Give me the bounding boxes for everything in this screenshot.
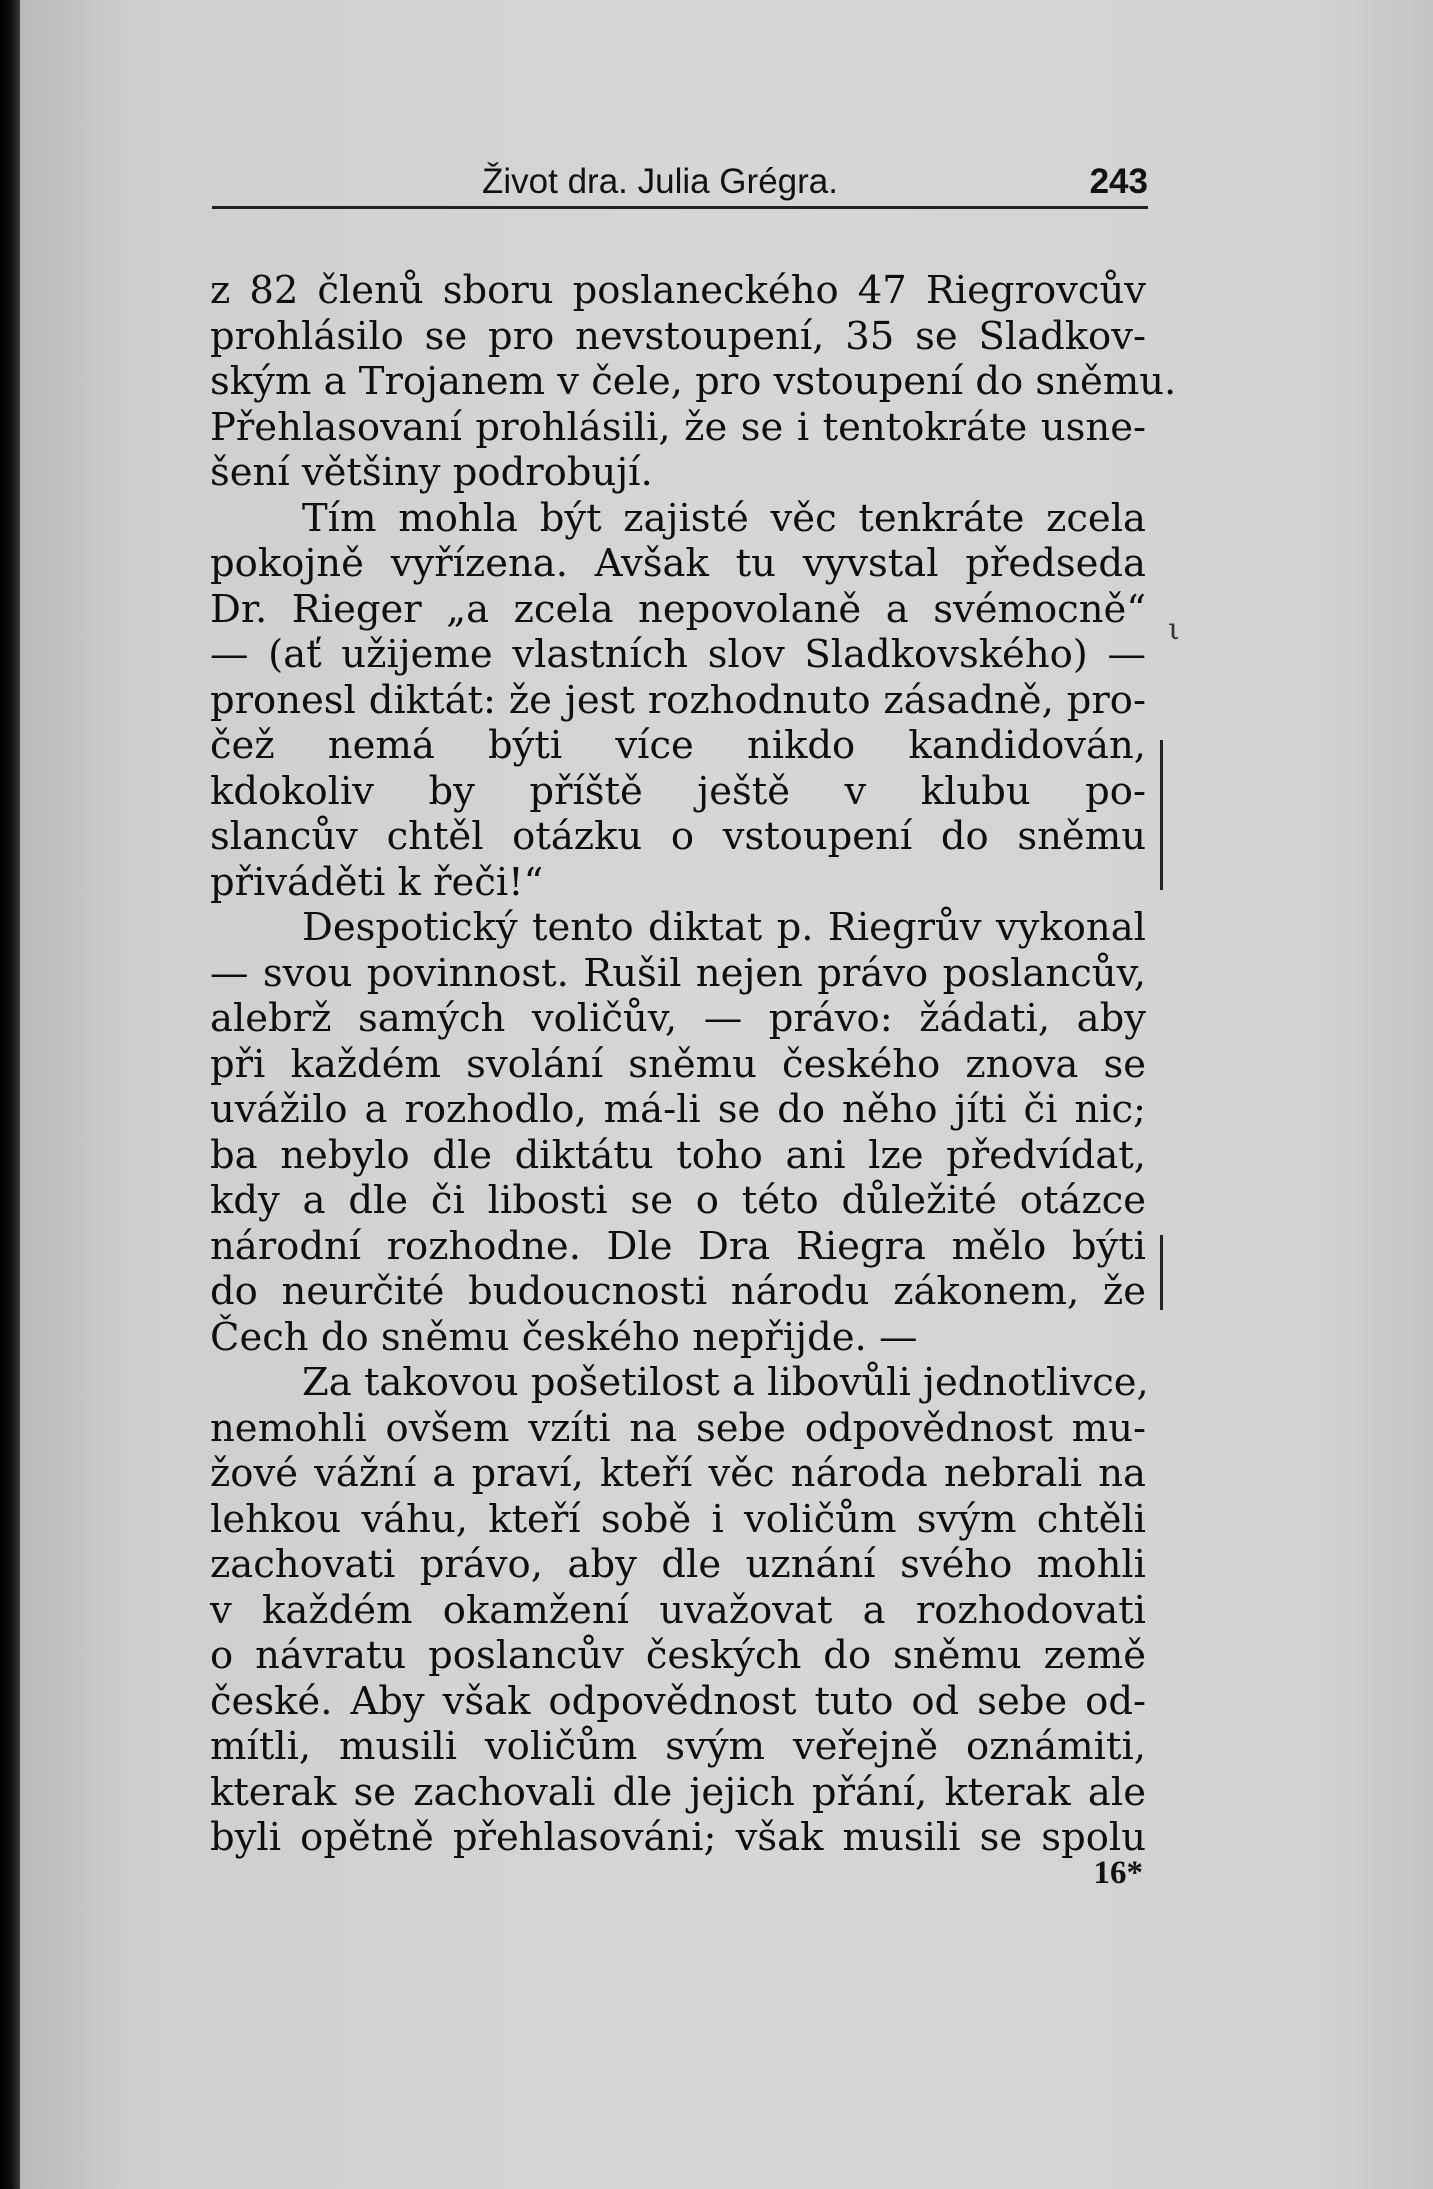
text-line: při každém svolání sněmu českého znova se: [210, 1041, 1146, 1087]
margin-bracket-mark: [1160, 740, 1163, 890]
page-header: [212, 160, 1148, 208]
book-spine-shadow: [0, 0, 20, 2189]
text-line: Za takovou pošetilost a libovůli jednotlivce,: [302, 1360, 1149, 1405]
body-text: [210, 268, 1177, 1861]
text-line: ským a Trojanem v čele, pro vstoupení do sněmu.: [210, 359, 1177, 404]
text-line: nemohli ovšem vzíti na sebe odpovědnost mu-: [210, 1405, 1146, 1451]
running-title: Život dra. Julia Grégra.: [482, 162, 838, 201]
text-line: pronesl diktát: že jest rozhodnuto zásadně, pro-: [210, 677, 1146, 723]
text-line: české. Aby však odpovědnost tuto od sebe od-: [210, 1678, 1146, 1724]
text-line: kdy a dle či libosti se o této důležité otázce: [210, 1178, 1146, 1223]
text-line: Přehlasovaní prohlásili, že se i tentokráte usne-: [210, 404, 1146, 450]
text-line: čež nemá býti více nikdo kandidován,: [210, 723, 1146, 768]
text-line: Dr. Rieger „a zcela nepovolaně a svémocně“: [210, 586, 1146, 632]
text-line: Tím mohla být zajisté věc tenkráte zcela: [302, 495, 1146, 541]
text-line: — svou povinnost. Rušil nejen právo poslancův,: [210, 950, 1146, 996]
header-rule: [212, 206, 1148, 209]
text-line: šení většiny podrobují.: [210, 450, 653, 495]
text-line: národní rozhodne. Dle Dra Riegra mělo býti: [210, 1223, 1146, 1269]
text-line: zachovati právo, aby dle uznání svého mohli: [210, 1542, 1146, 1587]
text-line: — (ať užijeme vlastních slov Sladkovského) —: [210, 632, 1146, 677]
text-line: alebrž samých voličův, — právo: žádati, aby: [210, 996, 1146, 1041]
text-line: přiváděti k řeči!“: [210, 859, 544, 905]
text-line: ba nebylo dle diktátu toho ani lze předvídat,: [210, 1132, 1146, 1178]
margin-bracket-mark: [1160, 1235, 1163, 1310]
page-number: 243: [1089, 162, 1148, 201]
text-line: mítli, musili voličům svým veřejně oznámiti,: [210, 1724, 1146, 1769]
text-line: v každém okamžení uvažovat a rozhodovati: [210, 1587, 1146, 1633]
text-line: z 82 členů sboru poslaneckého 47 Riegrovcův: [210, 268, 1146, 313]
text-line: Despotický tento diktat p. Riegrův vykonal: [302, 905, 1146, 950]
text-line: Čech do sněmu českého nepřijde. —: [210, 1314, 918, 1360]
text-line: pokojně vyřízena. Avšak tu vyvstal předseda: [210, 541, 1146, 586]
text-line: prohlásilo se pro nevstoupení, 35 se Sladkov-: [210, 313, 1146, 359]
signature-mark: 16*: [1093, 1855, 1143, 1891]
text-line: do neurčité budoucnosti národu zákonem, že: [210, 1269, 1146, 1314]
text-line: slancův chtěl otázku o vstoupení do sněmu: [210, 814, 1146, 859]
text-line: kdokoliv by příště ještě v klubu po-: [210, 768, 1146, 814]
text-line: žové vážní a praví, kteří věc národa nebrali na: [210, 1451, 1146, 1496]
text-line: kterak se zachovali dle jejich přání, kterak ale: [210, 1769, 1146, 1815]
text-line: lehkou váhu, kteří sobě i voličům svým chtěli: [210, 1496, 1146, 1542]
margin-pencil-mark: ι: [1168, 612, 1180, 647]
text-line: o návratu poslancův českých do sněmu země: [210, 1633, 1146, 1678]
text-line: byli opětně přehlasováni; však musili se spolu: [210, 1815, 1146, 1860]
text-line: uvážilo a rozhodlo, má-li se do něho jíti či nic;: [210, 1087, 1146, 1132]
